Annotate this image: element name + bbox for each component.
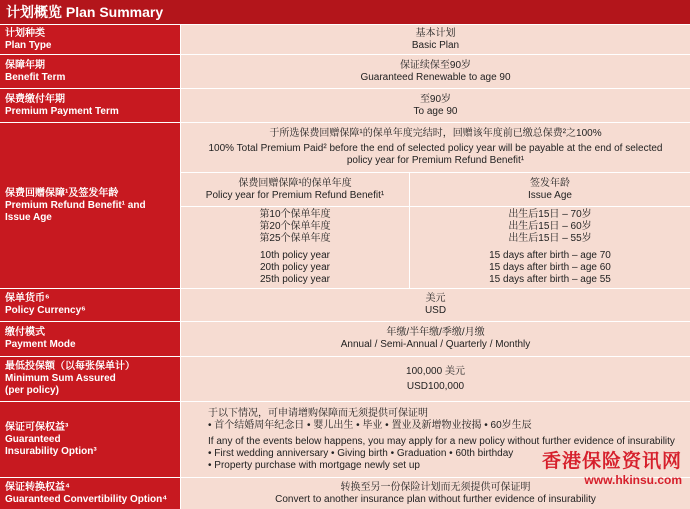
- col2-zh-2: 出生后15日 – 60岁: [508, 221, 592, 232]
- intro-zh: 于所选保费回赠保障¹的保单年度完结时，回赠该年度前已缴总保费²之100%: [269, 128, 602, 139]
- gio-en-2: • First wedding anniversary • Giving birth • Graduation • 60th birthday: [208, 447, 514, 459]
- watermark-url: www.hkinsu.com: [584, 473, 682, 487]
- row-value: [181, 357, 690, 401]
- column-divider: [409, 173, 410, 288]
- value-zh: 至90岁: [419, 93, 452, 105]
- gio-zh-2: • 首个结婚周年纪念日 • 婴儿出生 • 毕业 • 置业及新增物业按揭 • 60岁生辰: [208, 419, 532, 431]
- row-payment-mode: [0, 322, 690, 356]
- col1-head-en: Policy year for Premium Refund Benefit¹: [205, 189, 385, 201]
- row-value: [181, 25, 690, 54]
- row-policy-currency: [0, 289, 690, 321]
- value-en: Convert to another insurance plan without further evidence of insurability: [275, 493, 596, 505]
- label-zh: 保费回赠保障¹及签发年龄: [5, 187, 119, 199]
- label-en-2: Issue Age: [5, 211, 52, 223]
- col1-head-zh: 保费回赠保障¹的保单年度: [238, 177, 352, 189]
- col2-body: [410, 207, 690, 288]
- row-label: [0, 123, 180, 288]
- col2-header: [410, 173, 690, 206]
- row-minimum-sum-assured: [0, 357, 690, 401]
- intro-en-2: policy year for Premium Refund Benefit¹: [346, 155, 525, 166]
- row-value: [181, 55, 690, 88]
- row-label: [0, 402, 180, 477]
- label-zh: 最低投保额（以每张保单计）: [5, 361, 135, 372]
- col1-zh-3: 第25个保单年度: [259, 233, 331, 244]
- col1-body: [181, 207, 409, 288]
- row-benefit-term: [0, 55, 690, 88]
- row-label: [0, 89, 180, 122]
- col2-zh-3: 出生后15日 – 55岁: [508, 233, 592, 244]
- label-en-1: Premium Refund Benefit¹ and: [5, 199, 146, 211]
- value-en: USD100,000: [406, 380, 465, 392]
- row-value: [181, 322, 690, 356]
- label-en-2: (per policy): [5, 385, 59, 396]
- value-zh: 保证续保至90岁: [399, 59, 472, 71]
- value-zh: 100,000 美元: [406, 365, 465, 377]
- col1-zh-1: 第10个保单年度: [259, 209, 331, 220]
- gio-en-3: • Property purchase with mortgage newly set up: [208, 459, 420, 471]
- label-zh: 保障年期: [5, 59, 45, 71]
- label-zh: 缴付模式: [5, 327, 45, 338]
- gio-en-1: If any of the events below happens, you may apply for a new policy without further evidence of insurability: [208, 435, 675, 447]
- label-en: Plan Type: [5, 39, 52, 51]
- row-label: [0, 55, 180, 88]
- label-zh: 保单货币⁶: [5, 293, 50, 304]
- value-zh: 美元: [425, 293, 446, 304]
- col1-zh-2: 第20个保单年度: [259, 221, 331, 232]
- col2-en-1: 15 days after birth – age 70: [489, 250, 611, 261]
- row-label: [0, 478, 180, 509]
- label-en: Guaranteed Convertibility Option⁴: [5, 493, 168, 505]
- label-zh: 保费缴付年期: [5, 93, 65, 105]
- row-value: [181, 289, 690, 321]
- row-value: [181, 89, 690, 122]
- col1-header: [181, 173, 409, 206]
- row-plan-type: [0, 25, 690, 54]
- col2-en-3: 15 days after birth – age 55: [489, 274, 611, 285]
- label-en: Benefit Term: [5, 71, 66, 83]
- label-en: Payment Mode: [5, 339, 76, 350]
- label-en: Premium Payment Term: [5, 105, 119, 117]
- label-zh: 计划种类: [5, 27, 45, 39]
- row-premium-term: [0, 89, 690, 122]
- value-en: To age 90: [413, 105, 458, 117]
- label-en-2: Insurability Option³: [5, 445, 97, 457]
- value-zh: 基本计划: [415, 27, 456, 39]
- col1-en-1: 10th policy year: [259, 250, 331, 261]
- col1-en-3: 25th policy year: [259, 274, 331, 285]
- row-label: [0, 289, 180, 321]
- refund-intro: [181, 123, 690, 172]
- intro-en-1: 100% Total Premium Paid² before the end of selected policy year will be payable at the end of selected: [208, 143, 663, 154]
- label-zh: 保证转换权益⁴: [5, 481, 70, 493]
- col2-en-2: 15 days after birth – age 60: [489, 262, 611, 273]
- col1-en-2: 20th policy year: [259, 262, 331, 273]
- row-label: [0, 357, 180, 401]
- col2-zh-1: 出生后15日 – 70岁: [508, 209, 592, 220]
- watermark-zh: 香港保险资讯网: [541, 451, 682, 472]
- value-en: Guaranteed Renewable to age 90: [360, 71, 511, 83]
- label-zh: 保证可保权益³: [5, 421, 69, 433]
- value-en: Basic Plan: [411, 39, 460, 51]
- row-label: [0, 322, 180, 356]
- label-en-1: Minimum Sum Assured: [5, 373, 116, 384]
- label-en: Policy Currency⁶: [5, 305, 86, 316]
- gio-zh-1: 于以下情况，可申请增购保障而无须提供可保证明: [208, 407, 428, 419]
- col2-head-zh: 签发年龄: [530, 177, 570, 189]
- value-zh: 转换至另一份保险计划而无须提供可保证明: [340, 481, 531, 493]
- row-premium-refund: [0, 123, 690, 288]
- section-title: 计划概览 Plan Summary: [0, 0, 690, 24]
- value-en: USD: [424, 305, 447, 316]
- value-en: Annual / Semi-Annual / Quarterly / Monthly: [340, 339, 531, 350]
- value-zh: 年缴/半年缴/季缴/月缴: [386, 327, 485, 338]
- label-en-1: Guaranteed: [5, 433, 61, 445]
- watermark: [542, 446, 682, 487]
- row-label: [0, 25, 180, 54]
- col2-head-en: Issue Age: [528, 189, 572, 201]
